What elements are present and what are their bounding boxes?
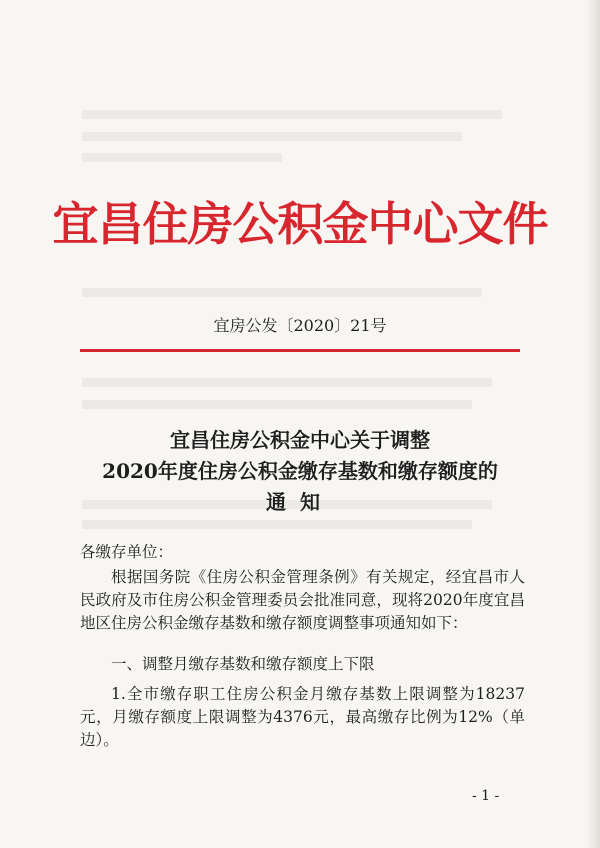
bleed-through-line xyxy=(82,378,492,387)
document-number: 宜房公发〔2020〕21号 xyxy=(213,316,387,335)
bleed-through-line xyxy=(82,132,462,141)
intro-paragraph: 根据国务院《住房公积金管理条例》有关规定，经宜昌市人民政府及市住房公积金管理委员会批准同意，现将2020年度宜昌地区住房公积金缴存基数和缴存额度调整事项通知如下： xyxy=(80,568,525,632)
section-heading-1: 一、调整月缴存基数和缴存额度上下限 xyxy=(111,655,375,673)
notice-title-line-3: 通知 xyxy=(266,490,334,514)
addressee: 各缴存单位： xyxy=(80,543,174,561)
red-divider-line xyxy=(80,349,520,352)
page-number: - 1 - xyxy=(472,788,500,804)
notice-title-line-1: 宜昌住房公积金中心关于调整 xyxy=(170,428,430,452)
notice-title-line-2: 2020年度住房公积金缴存基数和缴存额度的 xyxy=(102,459,498,483)
bleed-through-line xyxy=(82,153,282,162)
bleed-through-line xyxy=(82,110,502,119)
bleed-through-line xyxy=(82,288,482,297)
bleed-through-line xyxy=(82,520,472,529)
bleed-through-line xyxy=(82,400,472,409)
item-paragraph-1: 1.全市缴存职工住房公积金月缴存基数上限调整为18237元，月缴存额度上限调整为4376元，最高缴存比例为12%（单边）。 xyxy=(80,685,525,749)
issuer-header-title: 宜昌住房公积金中心文件 xyxy=(52,197,548,251)
